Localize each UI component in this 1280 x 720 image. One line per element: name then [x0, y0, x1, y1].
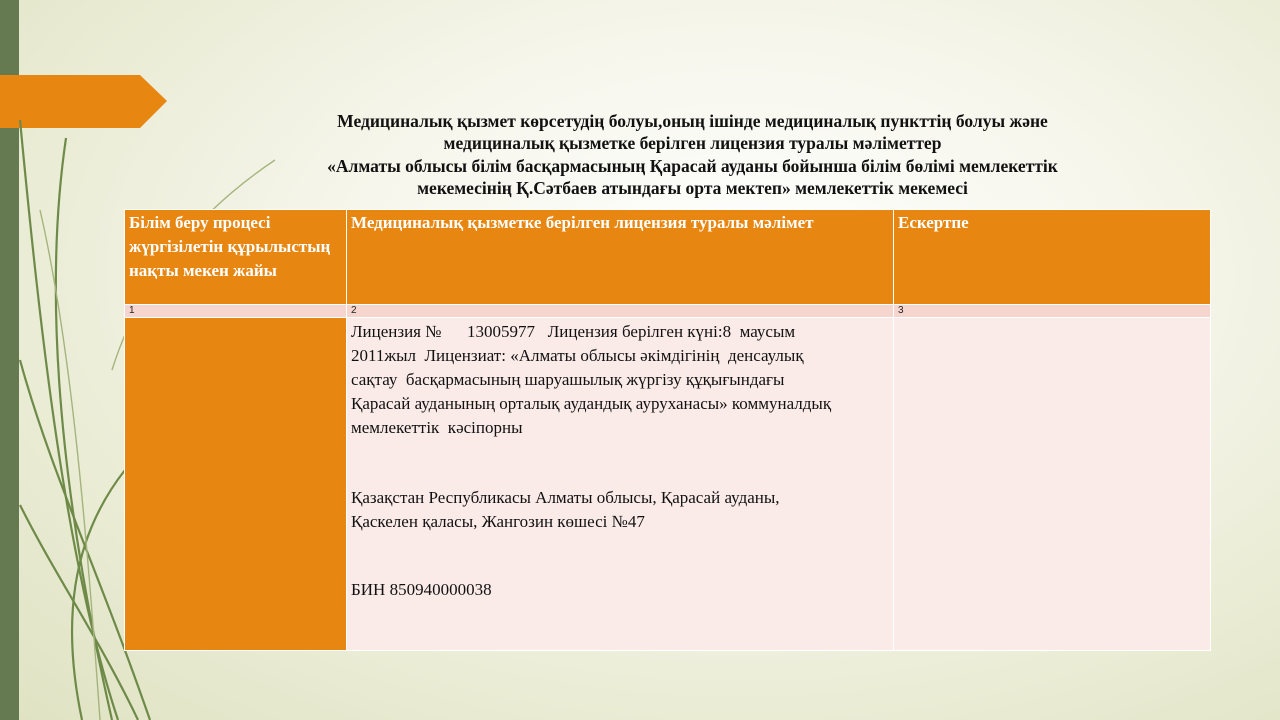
title-line: Медициналық қызмет көрсетудің болуы,оның ішінде медициналық пункттің болуы және	[337, 111, 1048, 131]
column-number: 3	[894, 305, 1211, 318]
page-title	[250, 110, 1135, 199]
title-line: мекемесінің Қ.Сәтбаев атындағы орта мектеп» мемлекеттік мекемесі	[417, 177, 968, 198]
header-license-info: Медициналық қызметке берілген лицензия туралы мәлімет	[347, 210, 894, 305]
license-text: сақтау басқармасының шаруашылық жүргізу құқығындағы	[351, 370, 785, 389]
table-row	[125, 318, 1211, 651]
bin-text: БИН 850940000038	[351, 580, 492, 599]
column-number: 2	[347, 305, 894, 318]
header-address: Білім беру процесі жүргізілетін құрылыстың нақты мекен жайы	[125, 210, 347, 305]
note-cell	[894, 318, 1211, 651]
column-number: 1	[125, 305, 347, 318]
license-info-cell	[347, 318, 894, 651]
title-line: медициналық қызметке берілген лицензия туралы мәліметтер	[443, 133, 942, 154]
column-number-row	[125, 305, 1211, 318]
title-line: «Алматы облысы білім басқармасының Қарасай ауданы бойынша білім бөлімі мемлекеттік	[327, 155, 1058, 176]
address-text: Қаскелен қаласы, Жангозин көшесі №47	[351, 512, 645, 531]
header-note: Ескертпе	[894, 210, 1211, 305]
address-cell	[125, 318, 347, 651]
table-header-row	[125, 210, 1211, 305]
license-table	[124, 209, 1211, 651]
license-text: Лицензия № 13005977 Лицензия берілген күні:8 маусым	[351, 322, 796, 341]
address-text: Қазақстан Республикасы Алматы облысы, Қарасай ауданы,	[351, 488, 780, 507]
license-text: Қарасай ауданының орталық аудандық ауруханасы» коммуналдық	[351, 394, 832, 413]
license-text: 2011жыл Лицензиат: «Алматы облысы әкімдігінің денсаулық	[351, 346, 804, 365]
license-text: мемлекеттік кәсіпорны	[351, 418, 523, 437]
